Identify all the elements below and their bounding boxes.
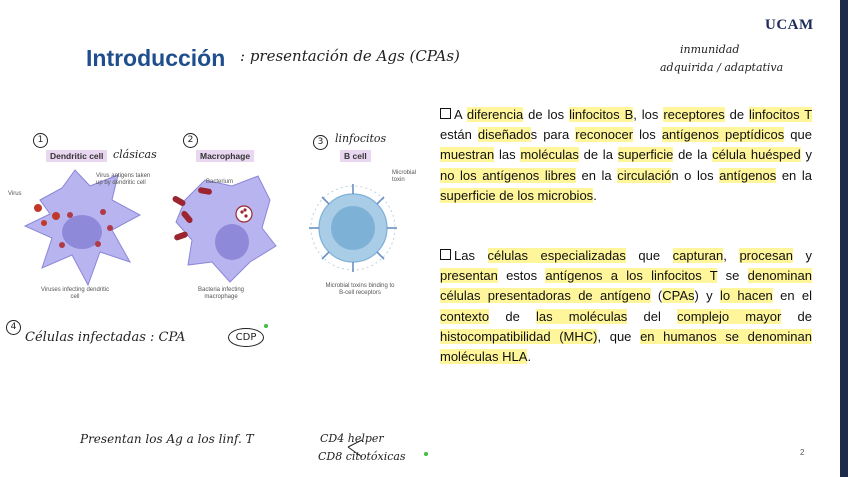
highlighted-text: reconocer bbox=[575, 127, 634, 143]
panel-label-dendritic: Dendritic cell bbox=[46, 150, 107, 162]
highlighted-text: superficie bbox=[617, 147, 674, 163]
handwritten-note-adquirida: adquirida / adaptativa bbox=[660, 61, 784, 74]
text-segment: ( bbox=[650, 288, 663, 304]
highlighted-text: antígenos a los linfocitos T bbox=[545, 268, 718, 284]
highlighted-text: antígenos bbox=[719, 167, 777, 183]
highlighted-text: procesan bbox=[739, 248, 793, 263]
text-segment: de los bbox=[523, 107, 570, 122]
dendritic-cell-icon bbox=[25, 170, 140, 285]
handwritten-number-1: 1 bbox=[33, 133, 48, 148]
b-cell-icon bbox=[309, 184, 397, 272]
highlighted-text: linfocitos B bbox=[569, 107, 634, 122]
handwritten-note-clasicas: clásicas bbox=[113, 148, 157, 161]
handwritten-note-presentan: Presentan los Ag a los linf. T bbox=[80, 432, 254, 446]
handwritten-number-3: 3 bbox=[313, 135, 328, 150]
text-segment: las bbox=[494, 147, 521, 163]
highlighted-text: linfocitos T bbox=[749, 107, 812, 122]
highlighted-text: denominan bbox=[747, 268, 812, 284]
text-segment: en el bbox=[772, 288, 812, 304]
highlighted-text: superficie de los microbios bbox=[440, 187, 594, 203]
paragraph-cpas bbox=[440, 246, 812, 367]
highlighted-text: moléculas bbox=[520, 147, 579, 163]
highlighted-text: células presentadoras de antígeno bbox=[440, 288, 651, 304]
handwritten-note-linfocitos: linfocitos bbox=[335, 132, 387, 145]
text-segment: , que bbox=[597, 328, 641, 344]
handwritten-note-cpa: Células infectadas : CPA bbox=[25, 330, 186, 345]
panel-label-macrophage: Macrophage bbox=[196, 150, 254, 162]
handwritten-number-4: 4 bbox=[6, 320, 21, 335]
text-segment: , bbox=[723, 248, 740, 263]
highlighted-text: antígenos peptídicos bbox=[661, 127, 785, 143]
highlighted-text: capturan bbox=[672, 248, 724, 263]
highlighted-text: diferencia bbox=[466, 107, 524, 122]
panel-label-bcell: B cell bbox=[340, 150, 371, 162]
highlighted-text: célula huésped bbox=[712, 147, 801, 163]
highlighted-text: circulació bbox=[617, 167, 672, 183]
text-segment: los bbox=[633, 127, 662, 143]
highlighted-text: muestran bbox=[440, 147, 495, 163]
highlighted-text: en humanos se denominan moléculas HLA bbox=[440, 328, 812, 365]
text-segment: , los bbox=[633, 107, 664, 122]
handwritten-cdp-circle: CDP bbox=[228, 328, 264, 347]
caption-dendritic: Viruses infecting dendritic cell bbox=[40, 287, 110, 300]
text-segment: del bbox=[627, 308, 678, 324]
paragraph-linfocitos bbox=[440, 105, 812, 206]
macrophage-icon bbox=[171, 176, 276, 282]
ucam-logo: UCAM bbox=[765, 17, 814, 33]
checkbox-bullet-icon bbox=[440, 108, 451, 119]
text-segment: en la bbox=[575, 167, 618, 183]
note-bacterium: Bacterium bbox=[206, 179, 234, 185]
handwritten-note-cd4: CD4 helper bbox=[320, 432, 384, 445]
slide-title: Introducción bbox=[86, 45, 226, 71]
highlighted-text: no los antígenos libres bbox=[440, 167, 576, 183]
caption-macrophage: Bacteria infecting macrophage bbox=[197, 287, 245, 300]
text-segment: n o los bbox=[671, 167, 720, 183]
highlighted-text: receptores bbox=[663, 107, 725, 122]
text-segment: A bbox=[454, 107, 467, 122]
highlighted-text: complejo mayor bbox=[677, 308, 782, 324]
highlighted-text: las moléculas bbox=[535, 308, 628, 324]
green-dot bbox=[264, 324, 268, 328]
text-segment: que bbox=[625, 248, 673, 263]
text-segment: de bbox=[724, 107, 750, 122]
note-virus-antigens: Virus antigens taken up by dendritic cell bbox=[96, 173, 151, 186]
highlighted-text: diseñado bbox=[477, 127, 531, 143]
text-segment: están bbox=[440, 127, 478, 143]
handwritten-note-cd8: CD8 citotóxicas bbox=[318, 450, 406, 463]
highlighted-text: presentan bbox=[440, 268, 498, 284]
text-segment: ) y bbox=[694, 288, 720, 304]
text-segment: Las bbox=[454, 248, 488, 263]
checkbox-bullet-icon bbox=[440, 249, 451, 260]
text-segment: en la bbox=[776, 167, 812, 183]
text-segment: que bbox=[784, 127, 812, 143]
text-segment: estos bbox=[497, 268, 546, 284]
handwritten-title-note: : presentación de Ags (CPAs) bbox=[240, 47, 460, 65]
text-segment: se bbox=[717, 268, 748, 284]
text-segment: . bbox=[527, 349, 532, 365]
green-dot-2 bbox=[424, 452, 428, 456]
highlighted-text: células especializadas bbox=[487, 248, 626, 263]
highlighted-text: contexto bbox=[440, 308, 490, 324]
text-segment: y bbox=[800, 147, 812, 163]
caption-bcell: Microbial toxins binding to B-cell receptors bbox=[325, 283, 395, 296]
handwritten-number-2: 2 bbox=[183, 133, 198, 148]
text-segment: s para bbox=[530, 127, 576, 143]
highlighted-text: CPAs bbox=[662, 288, 695, 304]
note-microbial-toxin: Microbial toxin bbox=[392, 170, 417, 183]
text-segment: de bbox=[781, 308, 812, 324]
text-segment: . bbox=[593, 187, 597, 203]
highlighted-text: lo hacen bbox=[719, 288, 773, 304]
text-segment: de la bbox=[673, 147, 713, 163]
text-segment: de la bbox=[578, 147, 618, 163]
note-virus: Virus bbox=[8, 191, 22, 197]
highlighted-text: histocompatibilidad (MHC) bbox=[440, 328, 598, 344]
handwritten-note-inmunidad: inmunidad bbox=[680, 43, 740, 56]
page-number: 2 bbox=[800, 448, 805, 457]
text-segment: y bbox=[792, 248, 812, 263]
text-segment: de bbox=[489, 308, 536, 324]
